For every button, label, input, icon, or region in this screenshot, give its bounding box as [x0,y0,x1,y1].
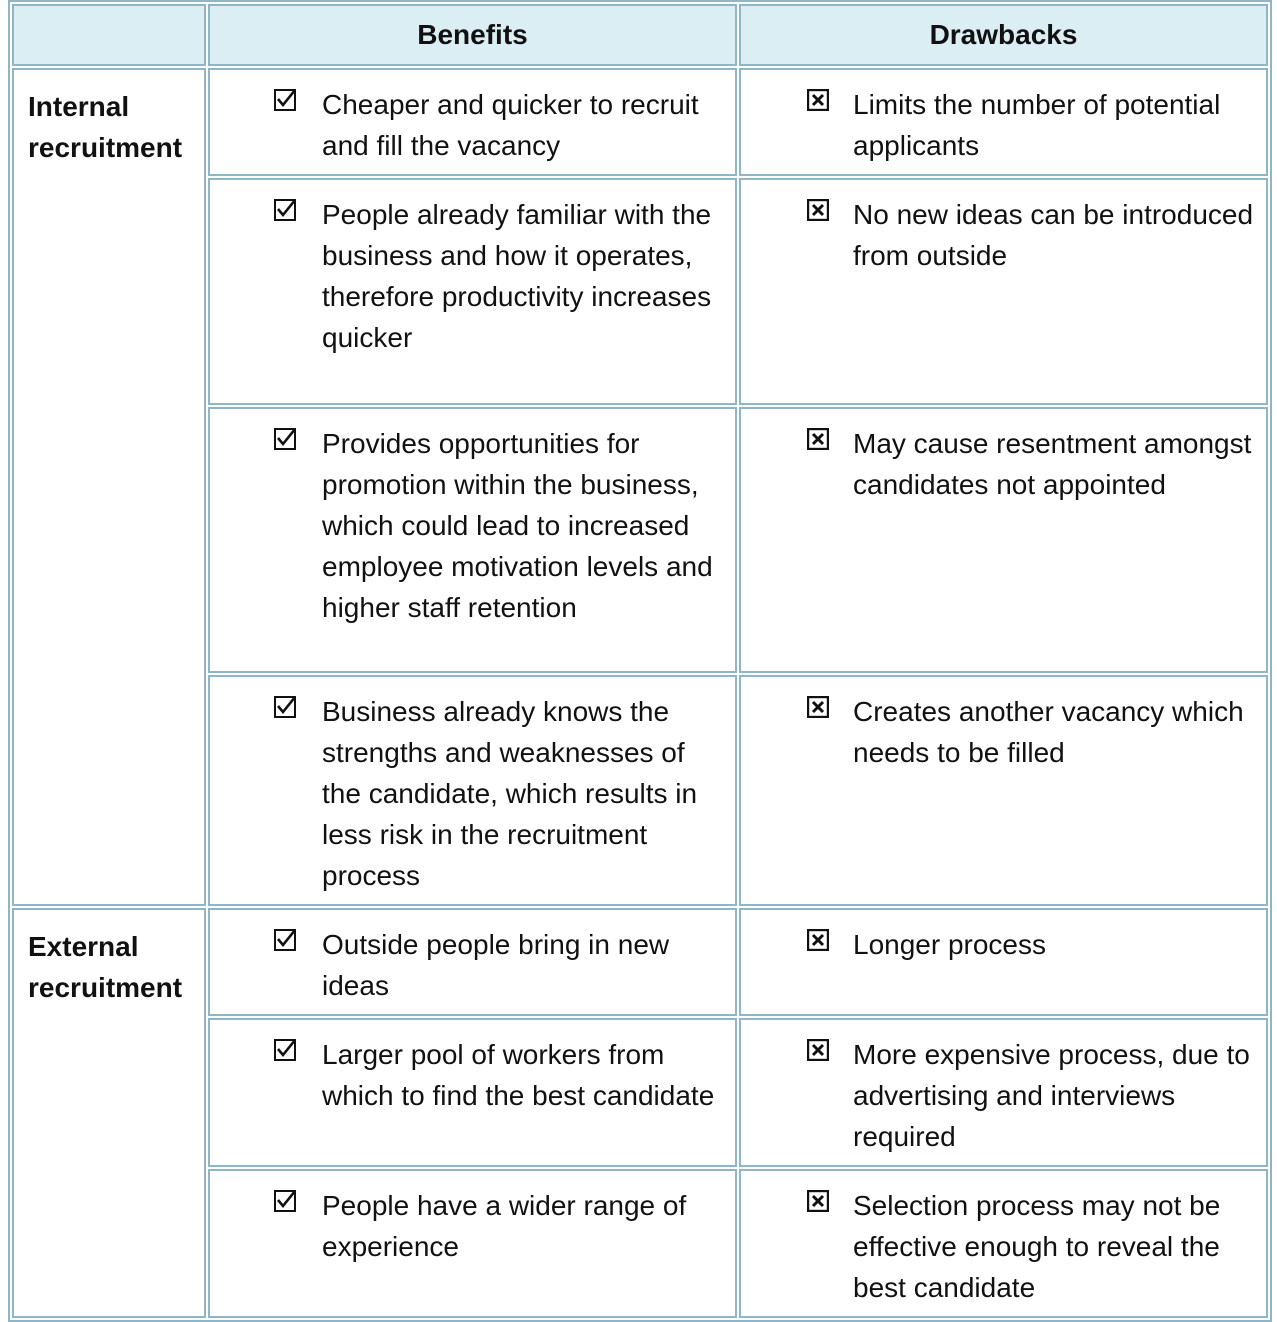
checked-box-icon [274,199,296,221]
crossed-box-icon [807,89,829,111]
checked-box-icon [274,89,296,111]
row-group-label-internal: Internal recruitment [12,68,206,906]
recruitment-comparison-table [8,0,1272,1322]
benefit-text: Provides opportunities for promotion within the business, which could lead to increased employee motivation levels and higher staff retention [322,428,713,623]
benefit-cell [208,908,737,1016]
drawback-text: May cause resentment amongst candidates not appointed [853,428,1252,500]
drawbacks-header: Drawbacks [739,4,1268,66]
crossed-box-icon [807,696,829,718]
benefit-cell [208,675,737,906]
benefits-header: Benefits [208,4,737,66]
crossed-box-icon [807,929,829,951]
drawback-text: Creates another vacancy which needs to be filled [853,696,1244,768]
benefit-text: People already familiar with the business and how it operates, therefore productivity increases quicker [322,199,712,353]
row-group-label-external: External recruitment [12,908,206,1318]
drawback-cell [739,908,1268,1016]
crossed-box-icon [807,428,829,450]
benefit-cell [208,68,737,176]
benefit-text: Larger pool of workers from which to find the best candidate [322,1039,715,1111]
crossed-box-icon [807,199,829,221]
benefit-text: Cheaper and quicker to recruit and fill the vacancy [322,89,699,161]
drawback-text: More expensive process, due to advertising and interviews required [853,1039,1250,1152]
benefit-cell [208,1169,737,1318]
checked-box-icon [274,929,296,951]
corner-header-cell [12,4,206,66]
drawback-cell [739,178,1268,405]
benefit-cell [208,178,737,405]
benefit-cell [208,407,737,673]
crossed-box-icon [807,1190,829,1212]
drawback-text: Limits the number of potential applicants [853,89,1221,161]
drawback-cell [739,675,1268,906]
crossed-box-icon [807,1039,829,1061]
header-row [12,4,1268,66]
table-row [12,68,1268,176]
benefit-text: People have a wider range of experience [322,1190,687,1262]
benefit-text: Outside people bring in new ideas [322,929,670,1001]
drawback-cell [739,1169,1268,1318]
drawback-cell [739,68,1268,176]
checked-box-icon [274,696,296,718]
benefit-cell [208,1018,737,1167]
checked-box-icon [274,1190,296,1212]
table-row [12,908,1268,1016]
drawback-cell [739,407,1268,673]
checked-box-icon [274,428,296,450]
drawback-text: Longer process [853,929,1047,960]
checked-box-icon [274,1039,296,1061]
drawback-text: No new ideas can be introduced from outside [853,199,1254,271]
benefit-text: Business already knows the strengths and weaknesses of the candidate, which results in less risk in the recruitment process [322,696,698,891]
drawback-text: Selection process may not be effective enough to reveal the best candidate [853,1190,1221,1303]
drawback-cell [739,1018,1268,1167]
